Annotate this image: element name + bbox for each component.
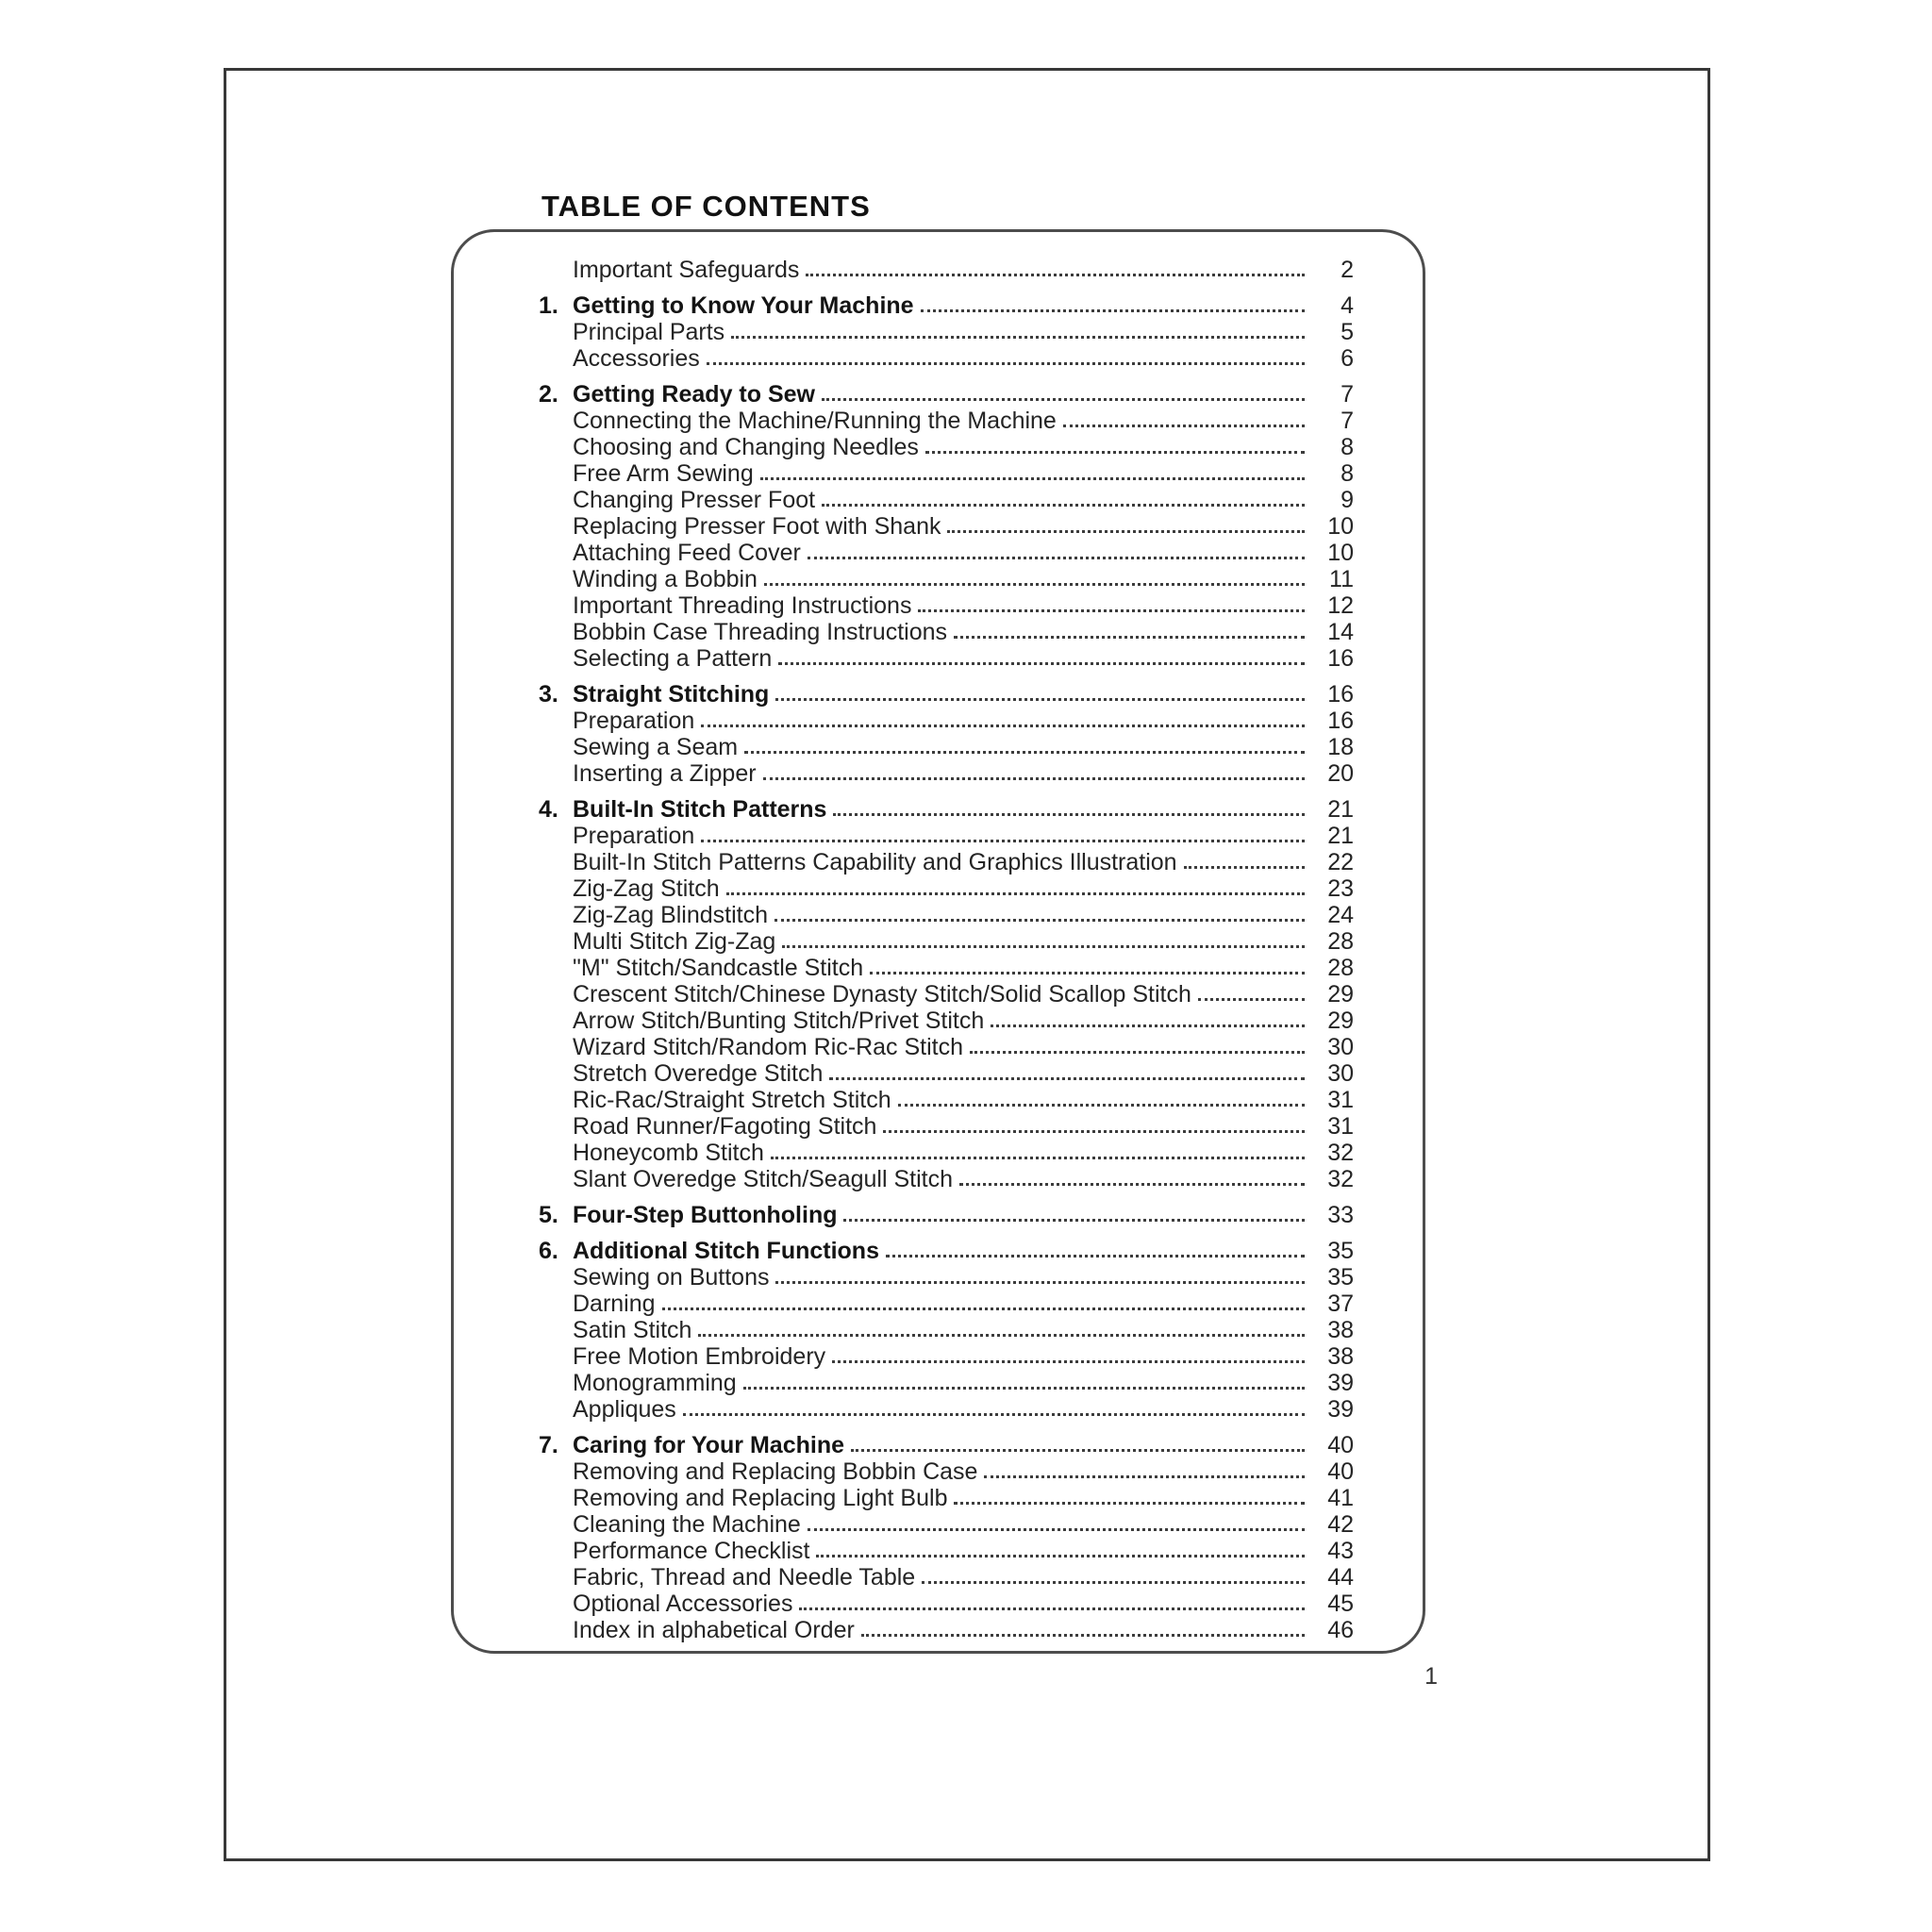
toc-entry-page: 45	[1327, 1591, 1354, 1617]
toc-entry-label: Free Motion Embroidery	[573, 1343, 826, 1370]
toc-entry-label: Preparation	[573, 708, 695, 734]
toc-row	[539, 487, 1354, 513]
toc-leader-dots	[799, 1607, 1305, 1610]
toc-row	[539, 292, 1354, 319]
toc-entry-page: 29	[1327, 981, 1354, 1008]
toc-entry-page: 35	[1327, 1238, 1354, 1264]
toc-entry-number: 2.	[539, 381, 558, 408]
toc-entry-page: 37	[1327, 1291, 1354, 1317]
toc-entry-page: 46	[1327, 1617, 1354, 1643]
toc-entry-label: Attaching Feed Cover	[573, 540, 801, 566]
toc-row	[539, 645, 1354, 672]
toc-row	[539, 1317, 1354, 1343]
toc-entry-label: Straight Stitching	[573, 681, 770, 708]
toc-row	[539, 1113, 1354, 1140]
toc-leader-dots	[771, 1157, 1305, 1159]
toc-leader-dots	[921, 309, 1305, 312]
toc-entry-label: Changing Presser Foot	[573, 487, 816, 513]
toc-entry-number: 5.	[539, 1202, 558, 1228]
toc-entry-label: Winding a Bobbin	[573, 566, 758, 592]
toc-entry-page: 9	[1341, 487, 1354, 513]
toc-leader-dots	[707, 362, 1305, 365]
toc-entry-number: 6.	[539, 1238, 558, 1264]
toc-entry-page: 4	[1341, 292, 1354, 319]
toc-entry-page: 38	[1327, 1317, 1354, 1343]
toc-leader-dots	[760, 477, 1305, 480]
toc-entry-label: Important Safeguards	[573, 257, 800, 283]
toc-leader-dots	[744, 751, 1305, 754]
toc-entry-label: Inserting a Zipper	[573, 760, 757, 787]
toc-entry-label: Appliques	[573, 1396, 676, 1423]
toc-entry-label: Replacing Presser Foot with Shank	[573, 513, 941, 540]
toc-entry-label: Wizard Stitch/Random Ric-Rac Stitch	[573, 1034, 964, 1060]
toc-leader-dots	[822, 398, 1305, 401]
toc-leader-dots	[1198, 998, 1305, 1001]
toc-entry-page: 30	[1327, 1034, 1354, 1060]
toc-entry-label: Connecting the Machine/Running the Machine	[573, 408, 1057, 434]
toc-entry-label: Caring for Your Machine	[573, 1432, 845, 1458]
toc-row	[539, 1238, 1354, 1264]
toc-row	[539, 796, 1354, 823]
toc-entry-label: Preparation	[573, 823, 695, 849]
toc-entry-page: 5	[1341, 319, 1354, 345]
toc-entry-label: Ric-Rac/Straight Stretch Stitch	[573, 1087, 891, 1113]
toc-leader-dots	[822, 504, 1305, 507]
toc-entry-label: Darning	[573, 1291, 656, 1317]
toc-entry-label: Zig-Zag Blindstitch	[573, 902, 769, 928]
toc-entry-page: 14	[1327, 619, 1354, 645]
toc-row	[539, 1617, 1354, 1643]
toc-row	[539, 1432, 1354, 1458]
toc-entry-page: 7	[1341, 381, 1354, 408]
toc-entry-label: Arrow Stitch/Bunting Stitch/Privet Stitch	[573, 1008, 985, 1034]
toc-entry-label: Built-In Stitch Patterns Capability and Graphics Illustration	[573, 849, 1177, 875]
toc-entry-page: 38	[1327, 1343, 1354, 1370]
toc-entry-label: Getting Ready to Sew	[573, 381, 815, 408]
toc-entry-page: 31	[1327, 1087, 1354, 1113]
toc-leader-dots	[898, 1104, 1305, 1107]
toc-leader-dots	[991, 1024, 1305, 1027]
toc-entry-page: 6	[1341, 345, 1354, 372]
toc-entry-page: 10	[1327, 513, 1354, 540]
toc-entry-page: 20	[1327, 760, 1354, 787]
toc-entry-page: 29	[1327, 1008, 1354, 1034]
toc-leader-dots	[959, 1183, 1305, 1186]
toc-entry-label: Cleaning the Machine	[573, 1511, 801, 1538]
toc-leader-dots	[833, 813, 1305, 816]
toc-entry-label: Important Threading Instructions	[573, 592, 912, 619]
toc-entry-page: 16	[1327, 681, 1354, 708]
toc-entry-page: 40	[1327, 1458, 1354, 1485]
toc-entry-label: Index in alphabetical Order	[573, 1617, 855, 1643]
toc-leader-dots	[829, 1077, 1305, 1080]
toc-list	[454, 232, 1423, 1643]
toc-row	[539, 760, 1354, 787]
toc-leader-dots	[954, 1502, 1305, 1505]
toc-row	[539, 434, 1354, 460]
toc-entry-label: Accessories	[573, 345, 700, 372]
toc-leader-dots	[701, 840, 1305, 842]
toc-row	[539, 1202, 1354, 1228]
toc-leader-dots	[984, 1475, 1305, 1478]
toc-leader-dots	[774, 919, 1305, 922]
toc-entry-label: "M" Stitch/Sandcastle Stitch	[573, 955, 864, 981]
toc-leader-dots	[925, 451, 1305, 454]
toc-leader-dots	[806, 274, 1305, 276]
toc-entry-page: 30	[1327, 1060, 1354, 1087]
toc-row	[539, 1343, 1354, 1370]
toc-entry-number: 1.	[539, 292, 558, 319]
toc-row	[539, 257, 1354, 283]
toc-leader-dots	[764, 583, 1305, 586]
toc-entry-page: 2	[1341, 257, 1354, 283]
toc-row	[539, 1291, 1354, 1317]
toc-entry-label: Choosing and Changing Needles	[573, 434, 919, 460]
toc-entry-label: Selecting a Pattern	[573, 645, 773, 672]
toc-row	[539, 875, 1354, 902]
toc-row	[539, 1591, 1354, 1617]
toc-row	[539, 592, 1354, 619]
toc-leader-dots	[1184, 866, 1305, 869]
toc-leader-dots	[816, 1555, 1305, 1557]
toc-leader-dots	[886, 1255, 1305, 1257]
toc-row	[539, 345, 1354, 372]
toc-row	[539, 1140, 1354, 1166]
toc-entry-page: 10	[1327, 540, 1354, 566]
page-number: 1	[1424, 1663, 1438, 1690]
toc-leader-dots	[922, 1581, 1305, 1584]
toc-entry-label: Principal Parts	[573, 319, 725, 345]
toc-entry-page: 41	[1327, 1485, 1354, 1511]
toc-leader-dots	[832, 1360, 1305, 1363]
toc-entry-page: 18	[1327, 734, 1354, 760]
toc-entry-label: Getting to Know Your Machine	[573, 292, 914, 319]
toc-leader-dots	[698, 1334, 1305, 1337]
toc-entry-label: Road Runner/Fagoting Stitch	[573, 1113, 877, 1140]
toc-leader-dots	[954, 636, 1305, 639]
toc-entry-label: Free Arm Sewing	[573, 460, 754, 487]
page-title: TABLE OF CONTENTS	[541, 190, 871, 223]
toc-entry-label: Sewing a Seam	[573, 734, 739, 760]
toc-row	[539, 619, 1354, 645]
toc-entry-page: 28	[1327, 955, 1354, 981]
toc-row	[539, 1087, 1354, 1113]
toc-leader-dots	[843, 1219, 1305, 1222]
toc-row	[539, 1370, 1354, 1396]
toc-entry-label: Sewing on Buttons	[573, 1264, 770, 1291]
toc-row	[539, 1034, 1354, 1060]
toc-leader-dots	[743, 1387, 1305, 1390]
toc-entry-page: 11	[1329, 566, 1354, 592]
toc-leader-dots	[662, 1307, 1305, 1310]
toc-leader-dots	[1063, 425, 1305, 427]
toc-row	[539, 1396, 1354, 1423]
toc-entry-label: Slant Overedge Stitch/Seagull Stitch	[573, 1166, 954, 1192]
toc-entry-label: Monogramming	[573, 1370, 737, 1396]
toc-entry-label: Stretch Overedge Stitch	[573, 1060, 824, 1087]
toc-leader-dots	[808, 557, 1305, 559]
toc-leader-dots	[883, 1130, 1305, 1133]
toc-entry-page: 8	[1341, 460, 1354, 487]
toc-row	[539, 1511, 1354, 1538]
toc-leader-dots	[778, 662, 1305, 665]
toc-entry-label: Performance Checklist	[573, 1538, 810, 1564]
toc-entry-label: Honeycomb Stitch	[573, 1140, 764, 1166]
toc-leader-dots	[775, 698, 1305, 701]
toc-entry-label: Removing and Replacing Light Bulb	[573, 1485, 948, 1511]
toc-leader-dots	[763, 777, 1305, 780]
toc-entry-page: 35	[1327, 1264, 1354, 1291]
toc-row	[539, 681, 1354, 708]
toc-entry-page: 39	[1327, 1396, 1354, 1423]
toc-leader-dots	[731, 336, 1305, 339]
toc-row	[539, 566, 1354, 592]
toc-row	[539, 1564, 1354, 1591]
toc-entry-number: 3.	[539, 681, 558, 708]
toc-row	[539, 460, 1354, 487]
toc-row	[539, 708, 1354, 734]
toc-entry-page: 16	[1327, 708, 1354, 734]
toc-leader-dots	[947, 530, 1305, 533]
toc-entry-label: Optional Accessories	[573, 1591, 793, 1617]
toc-entry-page: 33	[1327, 1202, 1354, 1228]
toc-leader-dots	[808, 1528, 1305, 1531]
toc-entry-label: Additional Stitch Functions	[573, 1238, 879, 1264]
toc-entry-page: 22	[1327, 849, 1354, 875]
toc-entry-page: 23	[1327, 875, 1354, 902]
toc-row	[539, 381, 1354, 408]
toc-leader-dots	[683, 1413, 1305, 1416]
toc-row	[539, 540, 1354, 566]
toc-entry-label: Crescent Stitch/Chinese Dynasty Stitch/Solid Scallop Stitch	[573, 981, 1191, 1008]
toc-entry-page: 40	[1327, 1432, 1354, 1458]
toc-leader-dots	[851, 1449, 1305, 1452]
toc-entry-page: 12	[1327, 592, 1354, 619]
toc-entry-label: Satin Stitch	[573, 1317, 692, 1343]
toc-entry-label: Fabric, Thread and Needle Table	[573, 1564, 916, 1591]
toc-entry-page: 43	[1327, 1538, 1354, 1564]
toc-entry-label: Zig-Zag Stitch	[573, 875, 720, 902]
toc-entry-label: Bobbin Case Threading Instructions	[573, 619, 947, 645]
toc-entry-page: 32	[1327, 1166, 1354, 1192]
toc-entry-page: 32	[1327, 1140, 1354, 1166]
toc-row	[539, 734, 1354, 760]
toc-entry-page: 28	[1327, 928, 1354, 955]
toc-row	[539, 902, 1354, 928]
toc-entry-number: 7.	[539, 1432, 558, 1458]
toc-row	[539, 928, 1354, 955]
toc-row	[539, 1008, 1354, 1034]
toc-row	[539, 981, 1354, 1008]
toc-row	[539, 955, 1354, 981]
toc-row	[539, 823, 1354, 849]
toc-leader-dots	[870, 972, 1305, 974]
toc-leader-dots	[918, 609, 1305, 612]
toc-leader-dots	[701, 724, 1305, 727]
toc-entry-page: 42	[1327, 1511, 1354, 1538]
toc-entry-label: Multi Stitch Zig-Zag	[573, 928, 776, 955]
toc-entry-page: 21	[1327, 796, 1354, 823]
toc-box	[451, 229, 1425, 1654]
toc-entry-page: 44	[1327, 1564, 1354, 1591]
toc-entry-page: 8	[1341, 434, 1354, 460]
toc-leader-dots	[726, 892, 1305, 895]
toc-leader-dots	[782, 945, 1305, 948]
toc-leader-dots	[970, 1051, 1305, 1054]
toc-row	[539, 849, 1354, 875]
toc-row	[539, 319, 1354, 345]
toc-row	[539, 1458, 1354, 1485]
toc-entry-page: 16	[1327, 645, 1354, 672]
toc-row	[539, 408, 1354, 434]
toc-row	[539, 1538, 1354, 1564]
toc-row	[539, 1264, 1354, 1291]
toc-row	[539, 1060, 1354, 1087]
toc-entry-label: Removing and Replacing Bobbin Case	[573, 1458, 978, 1485]
toc-row	[539, 1485, 1354, 1511]
toc-entry-label: Built-In Stitch Patterns	[573, 796, 827, 823]
toc-leader-dots	[775, 1281, 1305, 1284]
toc-entry-page: 7	[1341, 408, 1354, 434]
toc-entry-page: 21	[1327, 823, 1354, 849]
toc-row	[539, 1166, 1354, 1192]
toc-entry-label: Four-Step Buttonholing	[573, 1202, 838, 1228]
toc-entry-page: 31	[1327, 1113, 1354, 1140]
toc-leader-dots	[861, 1634, 1305, 1637]
toc-row	[539, 513, 1354, 540]
toc-entry-page: 39	[1327, 1370, 1354, 1396]
toc-entry-page: 24	[1327, 902, 1354, 928]
toc-entry-number: 4.	[539, 796, 558, 823]
